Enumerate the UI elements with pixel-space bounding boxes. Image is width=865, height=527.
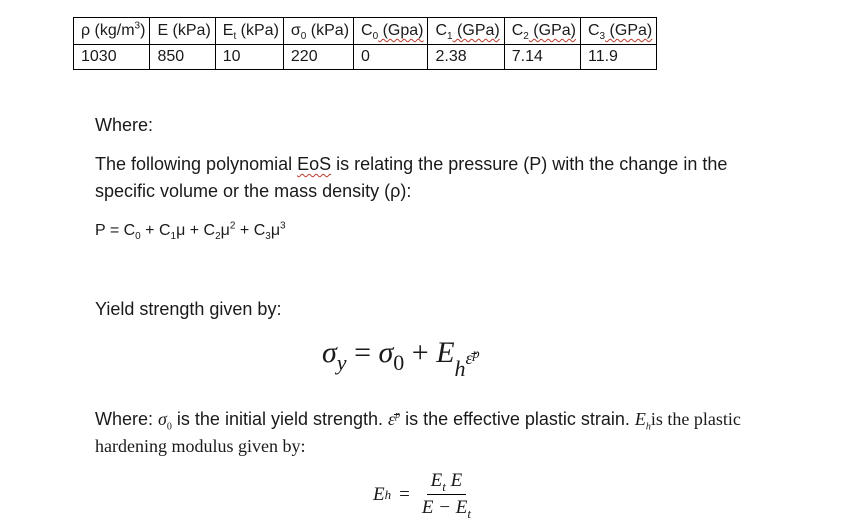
eos-equation: $P = C_0 + C_1\mu + C_2\mu^2 + C_3\mu^3$ <box>95 220 286 243</box>
table-header-row <box>74 18 657 45</box>
material-properties-table <box>73 17 657 70</box>
cell-c1: 2.38 <box>428 45 504 70</box>
header-c3: $C_3$ (GPa) <box>580 18 656 45</box>
cell-tangent-modulus: 10 <box>215 45 283 70</box>
cell-c3: 11.9 <box>580 45 656 70</box>
fraction <box>418 470 475 519</box>
header-density: ρ $(kg/m^3)$ <box>74 18 150 45</box>
cell-youngs-modulus: 850 <box>150 45 215 70</box>
cell-c2: 7.14 <box>504 45 580 70</box>
header-tangent-modulus: $E_t$ (kPa) <box>215 18 283 45</box>
cell-c0: 0 <box>354 45 428 70</box>
yield-strength-equation: $\sigma_y = \sigma_0$ + $E_h\varepsilon̄p$ <box>322 336 480 381</box>
cell-initial-yield: 220 <box>283 45 353 70</box>
header-c0: $C_0$ (Gpa) <box>354 18 428 45</box>
header-youngs-modulus: E (kPa) <box>150 18 215 45</box>
header-c1: $C_1$ (GPa) <box>428 18 504 45</box>
header-c2: $C_2$ (GPa) <box>504 18 580 45</box>
where-definitions: Where: $\sigma_0$ is the initial yield strength. ε̄$^p$ is the effective plastic strain. $E_his$ the plastic hardening modulus given by: <box>95 409 741 456</box>
table-row <box>74 45 657 70</box>
header-initial-yield: $\sigma_0$ (kPa) <box>283 18 353 45</box>
hardening-modulus-equation: E h = $\frac{E_t E}{E - E_t}$ <box>373 470 475 519</box>
yield-label: Yield strength given by: <box>95 299 282 319</box>
where-label: Where: <box>95 115 154 135</box>
cell-density: 1030 <box>74 45 150 70</box>
fraction-denominator: $E - E_t$ <box>421 497 471 521</box>
eos-paragraph: The following polynomial EoS is relating the pressure (P) with the change in the specific volume or the mass density (ρ): <box>95 154 728 201</box>
fraction-numerator: $E_t$ E <box>427 470 467 495</box>
